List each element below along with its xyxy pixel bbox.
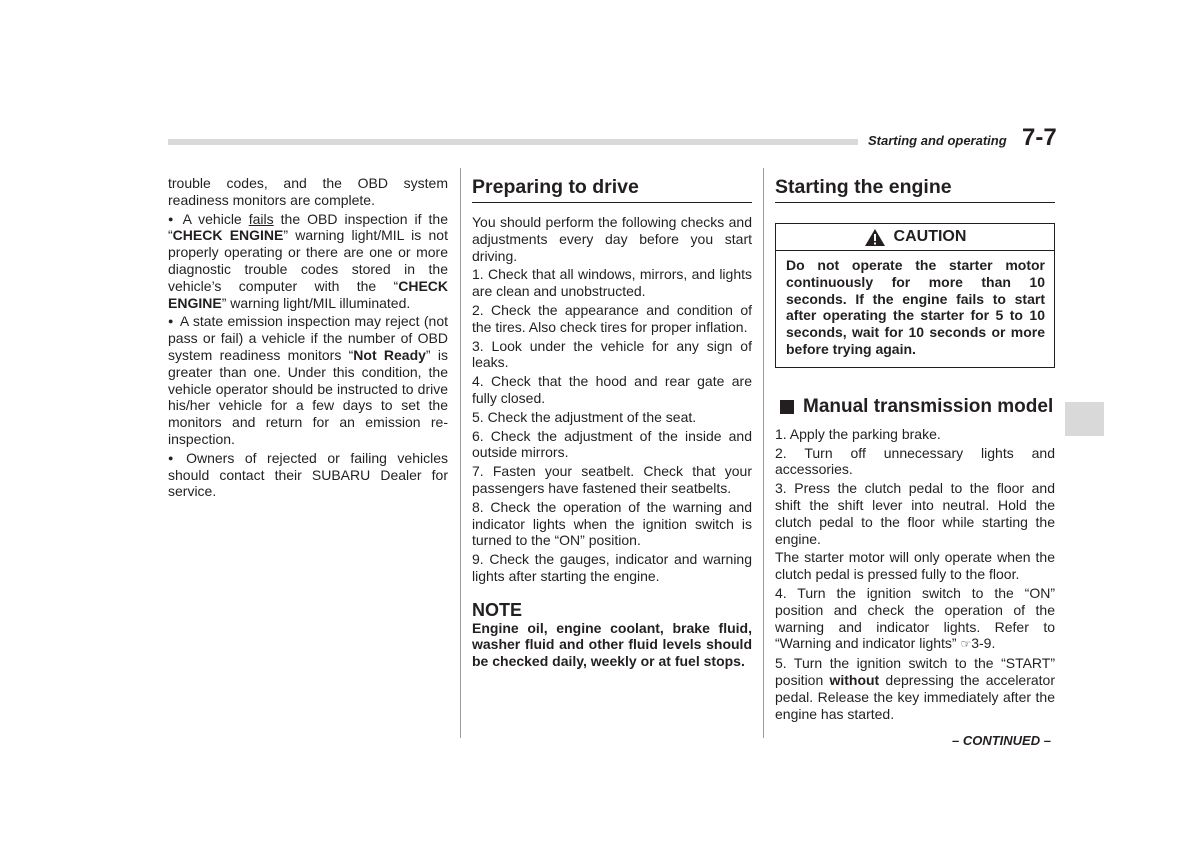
heading-preparing-to-drive: Preparing to drive	[472, 175, 752, 203]
paragraph: trouble codes, and the OBD system readiness monitors are complete.	[168, 175, 448, 208]
step-item: 3. Press the clutch pedal to the floor and shift the shift lever into neutral. Hold the clutch pedal to the floor while starting the engine.	[775, 480, 1055, 547]
page-reference: 3-9.	[971, 635, 996, 652]
step-item: 7. Fasten your seatbelt. Check that your passengers have fastened their seatbelts.	[472, 463, 752, 496]
step-item: 9. Check the gauges, indicator and warning lights after starting the engine.	[472, 551, 752, 584]
caution-text: Do not operate the starter motor continuously for more than 10 seconds. If the engine fails to start after operating the starter for 5 to 10 seconds, wait for 10 seconds or more before trying again.	[786, 257, 1045, 357]
paragraph: You should perform the following checks and adjustments every day before you start driving.	[472, 214, 752, 264]
step-item: 1. Apply the parking brake.	[775, 425, 941, 442]
bullet-icon: ●	[168, 452, 181, 463]
subheading-manual-transmission: Manual transmission model	[775, 396, 1055, 418]
reference-arrow-icon: ☞	[960, 637, 972, 652]
column-divider	[763, 168, 764, 738]
page-number: 7-7	[1022, 124, 1057, 151]
step-item: 3. Look under the vehicle for any sign of leaks.	[472, 337, 752, 371]
continued-label: – CONTINUED –	[952, 733, 1051, 748]
bullet-icon: ●	[168, 213, 177, 224]
warning-triangle-icon	[864, 228, 886, 247]
step-item: 1. Check that all windows, mirrors, and lights are clean and unobstructed.	[472, 266, 752, 300]
note-text: Engine oil, engine coolant, brake fluid, washer fluid and other fluid levels should be checked daily, weekly or at fuel stops.	[472, 619, 752, 670]
step-item: 4. Check that the hood and rear gate are fully closed.	[472, 373, 752, 406]
column-middle	[472, 175, 752, 672]
column-right	[775, 175, 1055, 724]
chapter-thumb-tab	[1065, 402, 1104, 436]
bullet-icon: ●	[168, 316, 174, 327]
square-bullet-icon	[780, 400, 794, 414]
header-rule	[168, 139, 858, 145]
bullet-item: ● A state emission inspection may reject (not pass or fail) a vehicle if the number of OBD system readiness monitors “Not Ready” is greater than one. Under this condition, the vehicle operator should be instructed to drive his/her vehicle for a few days to set the monitors and return for an emission re-inspection.	[168, 313, 449, 447]
bullet-item: ● A vehicle fails the OBD inspection if the “CHECK ENGINE” warning light/MIL is not properly operating or there are one or more diagnostic trouble codes stored in the vehicle’s computer with the “CHECK ENGINE” warning light/MIL illuminated.	[168, 210, 448, 311]
step-item: 6. Check the adjustment of the inside and outside mirrors.	[472, 427, 752, 461]
step-item: 5. Turn the ignition switch to the “START” position without depressing the accelerator pedal. Release the key immediately after the engine has started.	[775, 655, 1055, 722]
bullet-item: ● Owners of rejected or failing vehicles should contact their SUBARU Dealer for service.	[168, 449, 449, 500]
section-title: Starting and operating	[868, 133, 1007, 148]
column-divider	[460, 168, 461, 738]
step-item: 2. Turn off unnecessary lights and accessories.	[775, 444, 1055, 478]
column-left	[168, 175, 448, 502]
step-item: 8. Check the operation of the warning and indicator lights when the ignition switch is turned to the “ON” position.	[472, 498, 752, 549]
paragraph: The starter motor will only operate when the clutch pedal is pressed fully to the floor.	[775, 549, 1055, 583]
heading-starting-the-engine: Starting the engine	[775, 175, 1055, 203]
caution-label: CAUTION	[893, 227, 967, 245]
step-item: 5. Check the adjustment of the seat.	[472, 408, 697, 425]
note-title: NOTE	[472, 599, 523, 620]
step-item: 4. Turn the ignition switch to the “ON” position and check the operation of the warning and indicator lights. Refer to “Warning and indicator lights” ☞3-9.	[775, 584, 1055, 652]
step-item: 2. Check the appearance and condition of the tires. Also check tires for proper inflation.	[472, 301, 752, 335]
caution-box	[775, 223, 1055, 368]
caution-header	[776, 224, 1054, 251]
